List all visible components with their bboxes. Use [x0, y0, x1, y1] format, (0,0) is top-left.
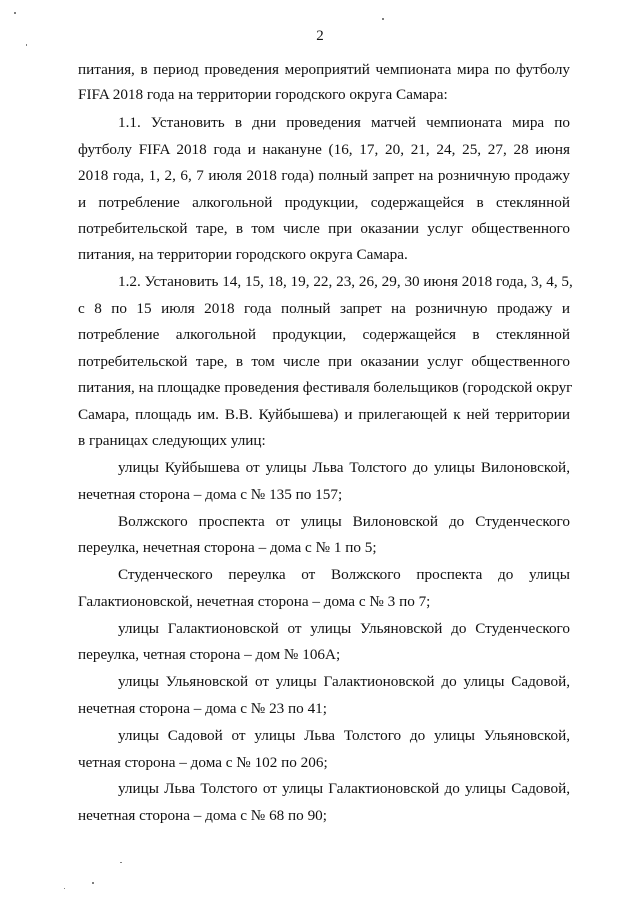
text-line: с 8 по 15 июля 2018 года полный запрет на розничную продажу и: [78, 300, 570, 317]
text-line: нечетная сторона – дома с № 68 по 90;: [78, 807, 327, 824]
paragraph-first-line: Студенческого переулка от Волжского проспекта до улицы: [118, 566, 570, 583]
text-line: 2018 года, 1, 2, 6, 7 июля 2018 года) полный запрет на розничную продажу: [78, 167, 570, 184]
text-line: переулка, нечетная сторона – дома с № 1 по 5;: [78, 539, 377, 556]
scan-speck: [382, 18, 384, 20]
text-line: потребительской таре, в том числе при оказании услуг общественного: [78, 353, 570, 370]
paragraph-first-line: улицы Льва Толстого от улицы Галактионовской до улицы Садовой,: [118, 780, 570, 797]
paragraph-first-line: 1.2. Установить 14, 15, 18, 19, 22, 23, 26, 29, 30 июня 2018 года, 3, 4, 5,: [118, 273, 573, 290]
scan-speck: [120, 862, 122, 863]
text-line: потребление алкогольной продукции, содержащейся в стеклянной: [78, 326, 570, 343]
text-line: Самара, площадь им. В.В. Куйбышева) и прилегающей к ней территории: [78, 406, 570, 423]
text-line: потребительской таре, в том числе при оказании услуг общественного: [78, 220, 570, 237]
scan-speck: [14, 12, 16, 14]
text-line: нечетная сторона – дома с № 135 по 157;: [78, 486, 343, 503]
text-line: Галактионовской, нечетная сторона – дома с № 3 по 7;: [78, 593, 431, 610]
text-line: питания, в период проведения мероприятий чемпионата мира по футболу: [78, 61, 570, 78]
text-line: нечетная сторона – дома с № 23 по 41;: [78, 700, 327, 717]
text-line: FIFA 2018 года на территории городского округа Самара:: [78, 86, 448, 103]
text-line: и потребление алкогольной продукции, содержащейся в стеклянной: [78, 194, 570, 211]
paragraph-first-line: улицы Садовой от улицы Льва Толстого до улицы Ульяновской,: [118, 727, 570, 744]
paragraph-first-line: 1.1. Установить в дни проведения матчей чемпионата мира по: [118, 114, 570, 131]
text-line: переулка, четная сторона – дом № 106А;: [78, 646, 341, 663]
scan-speck: [92, 882, 94, 884]
text-line: питания, на территории городского округа Самара.: [78, 246, 408, 263]
scan-speck: [64, 888, 65, 889]
scan-speck: [26, 44, 27, 46]
paragraph-first-line: улицы Галактионовской от улицы Ульяновской до Студенческого: [118, 620, 570, 637]
text-line: в границах следующих улиц:: [78, 432, 266, 449]
paragraph-first-line: Волжского проспекта от улицы Вилоновской до Студенческого: [118, 513, 570, 530]
paragraph-first-line: улицы Ульяновской от улицы Галактионовской до улицы Садовой,: [118, 673, 570, 690]
text-line: четная сторона – дома с № 102 по 206;: [78, 754, 328, 771]
text-line: футболу FIFA 2018 года и накануне (16, 17, 20, 21, 24, 25, 27, 28 июня: [78, 141, 570, 158]
paragraph-first-line: улицы Куйбышева от улицы Льва Толстого до улицы Вилоновской,: [118, 459, 570, 476]
page-number: 2: [316, 28, 324, 44]
text-line: питания, на площадке проведения фестиваля болельщиков (городской округ: [78, 379, 573, 396]
